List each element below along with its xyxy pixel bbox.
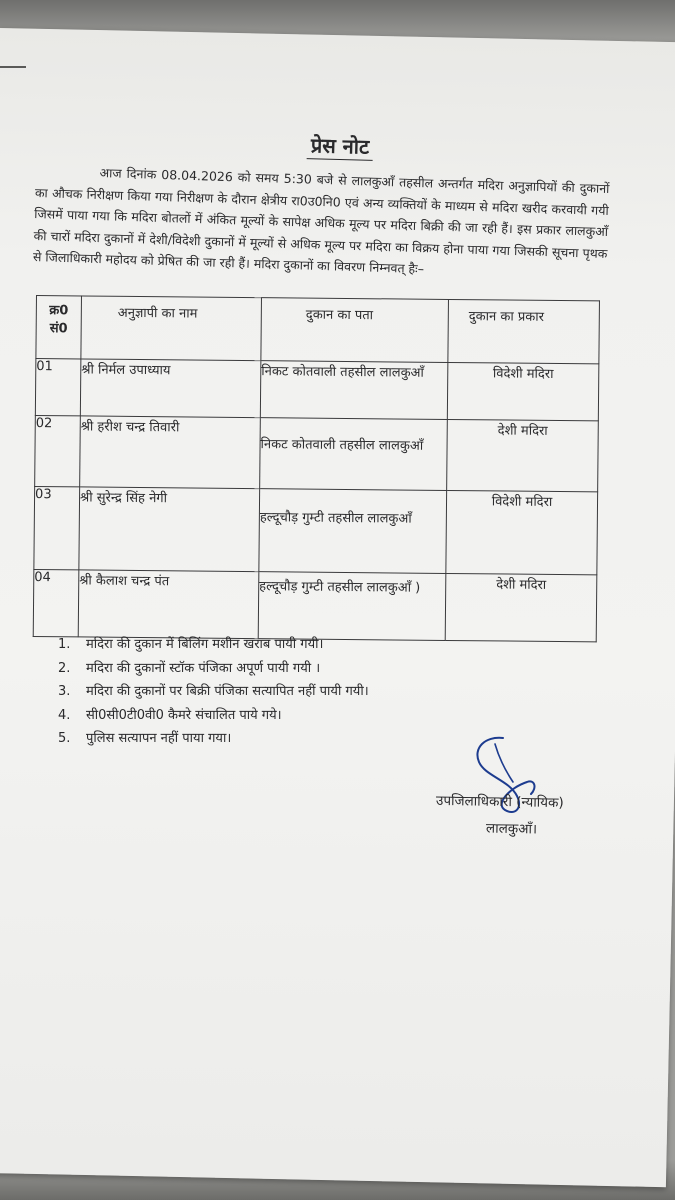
finding-number: 1. <box>58 637 71 652</box>
list-item <box>58 633 498 657</box>
finding-number: 3. <box>58 684 71 700</box>
table-row <box>35 359 599 421</box>
finding-text: मदिरा की दुकानों पर बिक्री पंजिका सत्यापित नहीं पायी गयी। <box>86 684 369 700</box>
row-serial: 01 <box>35 359 81 416</box>
paper-edge-mark <box>0 66 26 68</box>
row-serial: 03 <box>34 486 80 569</box>
document-title-text: प्रेस नोट <box>307 133 374 161</box>
header-licensee <box>81 296 262 361</box>
finding-text: पुलिस सत्यापन नहीं पाया गया। <box>86 731 232 747</box>
table-row <box>34 486 598 574</box>
finding-text: मदिरा की दुकान में बिलिंग मशीन खराब पायी गयी। <box>86 637 324 652</box>
header-type-text: दुकान का प्रकार <box>468 309 545 325</box>
finding-text: सी0सी0टी0वी0 कैमरे संचालित पाये गये। <box>86 707 282 723</box>
signatory-place: लालकुआँ। <box>485 820 538 838</box>
table-row <box>33 569 597 641</box>
finding-number: 5. <box>58 731 71 747</box>
row-serial: 04 <box>33 569 79 636</box>
row-licensee-name: श्री कैलाश चन्द्र पंत <box>78 570 259 639</box>
list-item <box>58 704 498 728</box>
header-licensee-text: अनुज्ञापी का नाम <box>117 305 198 322</box>
row-shop-type: देशी मदिरा <box>445 573 597 641</box>
row-licensee-name: श्री सुरेन्द्र सिंह नेगी <box>79 487 260 572</box>
header-address-text: दुकान का पता <box>305 307 374 324</box>
row-licensee-name: श्री निर्मल उपाध्याय <box>80 359 261 418</box>
row-shop-type: विदेशी मदिरा <box>446 490 598 574</box>
findings-list <box>58 633 498 751</box>
table-row <box>35 415 599 491</box>
finding-text: मदिरा की दुकानों स्टॉक पंजिका अपूर्ण पायी गयी । <box>86 660 321 676</box>
row-shop-address: निकट कोतवाली तहसील लालकुआँ <box>260 361 448 420</box>
row-shop-type: देशी मदिरा <box>447 419 599 491</box>
list-item <box>58 657 498 681</box>
shops-table <box>33 295 600 642</box>
row-shop-type: विदेशी मदिरा <box>447 362 599 420</box>
table-header-row <box>36 296 600 364</box>
list-item <box>58 727 498 751</box>
row-shop-address: हल्दूचौड़ गुम्टी तहसील लालकुआँ <box>259 489 447 574</box>
row-licensee-name: श्री हरीश चन्द्र तिवारी <box>80 416 261 489</box>
press-note-paragraph: आज दिनांक 08.04.2026 को समय 5:30 बजे से लालकुआँ तहसील अन्तर्गत मदिरा अनुज्ञापियों की दुकानों का औचक निरीक्षण किया गया निरीक्षण के दौरान क्षेत्रीय रा0उ0नि0 एवं अन्य व्यक्तियों के माध्यम से मदिरा खरीद करवायी गयी जिसमें पाया गया कि मदिरा बोतलों में अंकित मूल्यों के सापेक्ष अधिक मूल्य पर मदिरा बिक्री की जा रही हैं। इस प्रकार लालकुआँ की चारों मदिरा दुकानों में देशी/विदेशी दुकानों में मूल्यों से अधिक मूल्य पर मदिरा का विक्रय होना पाया गया जिसकी सूचना पृथक से जिलाधिकारी महोदय को प्रेषित की जा रही हैं। मदिरा दुकानों का विवरण निम्नवत् हैः– <box>32 165 610 277</box>
document-title <box>250 130 431 162</box>
header-serial-line1: क्र0 <box>49 303 69 319</box>
list-item <box>58 680 498 704</box>
signatory-designation: उपजिलाधिकारी (न्यायिक) <box>435 792 564 812</box>
finding-number: 2. <box>58 660 71 676</box>
header-type <box>448 299 600 363</box>
header-serial <box>36 296 82 359</box>
row-shop-address: हल्दूचौड़ गुम्टी तहसील लालकुआँ ) <box>258 572 446 641</box>
header-address <box>261 298 449 363</box>
row-shop-address: निकट कोतवाली तहसील लालकुआँ <box>260 418 448 491</box>
row-serial: 02 <box>35 415 81 486</box>
finding-number: 4. <box>58 707 71 723</box>
header-serial-line2: सं0 <box>49 321 68 337</box>
